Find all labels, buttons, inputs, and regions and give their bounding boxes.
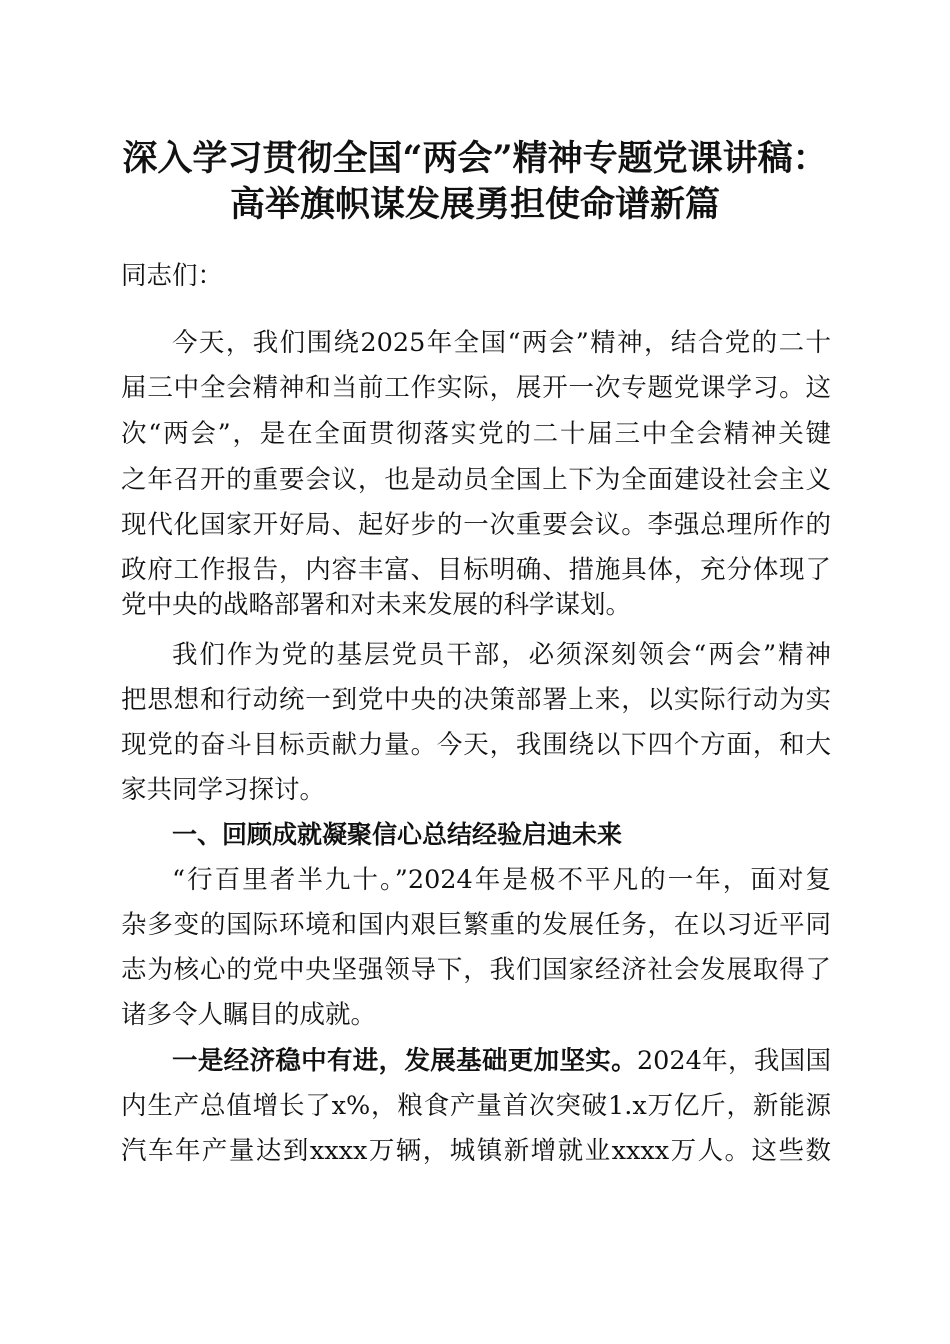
paragraph-2-line: 我们作为党的基层党员干部，必须深刻领会“两会”精神 xyxy=(172,640,831,670)
paragraph-1-line: 届三中全会精神和当前工作实际，展开一次专题党课学习。这 xyxy=(121,373,831,403)
paragraph-2-line: 现党的奋斗目标贡献力量。今天，我围绕以下四个方面，和大 xyxy=(121,730,831,760)
document-title-line-1: 深入学习贯彻全国“两会”精神专题党课讲稿： xyxy=(122,138,828,179)
salutation: 同志们： xyxy=(121,261,224,291)
paragraph-1-line: 之年召开的重要会议，也是动员全国上下为全面建设社会主义 xyxy=(121,465,831,495)
document-title-line-2: 高举旗帜谋发展勇担使命谱新篇 xyxy=(229,184,720,225)
paragraph-1-line: 政府工作报告，内容丰富、目标明确、措施具体，充分体现了 xyxy=(121,555,831,585)
paragraph-4-line: 内生产总值增长了x%，粮食产量首次突破1.x万亿斤，新能源 xyxy=(121,1091,831,1121)
paragraph-4-lead: 一是经济稳中有进，发展基础更加坚实。 xyxy=(172,1046,637,1076)
paragraph-1-line: 次“两会”，是在全面贯彻落实党的二十届三中全会精神关键 xyxy=(121,419,831,449)
paragraph-1-line: 党中央的战略部署和对未来发展的科学谋划。 xyxy=(121,590,632,620)
paragraph-4-lead-rest: 2024年，我国国 xyxy=(636,1046,831,1076)
paragraph-1-line: 现代化国家开好局、起好步的一次重要会议。李强总理所作的 xyxy=(121,510,831,540)
paragraph-4-line: 汽车年产量达到xxxx万辆，城镇新增就业xxxx万人。这些数 xyxy=(121,1136,831,1166)
paragraph-3-line: 志为核心的党中央坚强领导下，我们国家经济社会发展取得了 xyxy=(121,955,831,985)
paragraph-3-line: 杂多变的国际环境和国内艰巨繁重的发展任务，在以习近平同 xyxy=(121,910,831,940)
section-1-heading: 一、回顾成就凝聚信心总结经验启迪未来 xyxy=(172,820,623,849)
paragraph-3-line: “行百里者半九十。”2024年是极不平凡的一年，面对复 xyxy=(172,865,831,895)
paragraph-2-line: 把思想和行动统一到党中央的决策部署上来，以实际行动为实 xyxy=(121,685,831,715)
paragraph-2-line: 家共同学习探讨。 xyxy=(121,775,326,805)
paragraph-4-first-line xyxy=(172,1039,831,1083)
paragraph-3-line: 诸多令人瞩目的成就。 xyxy=(121,1000,377,1030)
paragraph-1-line: 今天，我们围绕2025年全国“两会”精神，结合党的二十 xyxy=(172,328,831,358)
